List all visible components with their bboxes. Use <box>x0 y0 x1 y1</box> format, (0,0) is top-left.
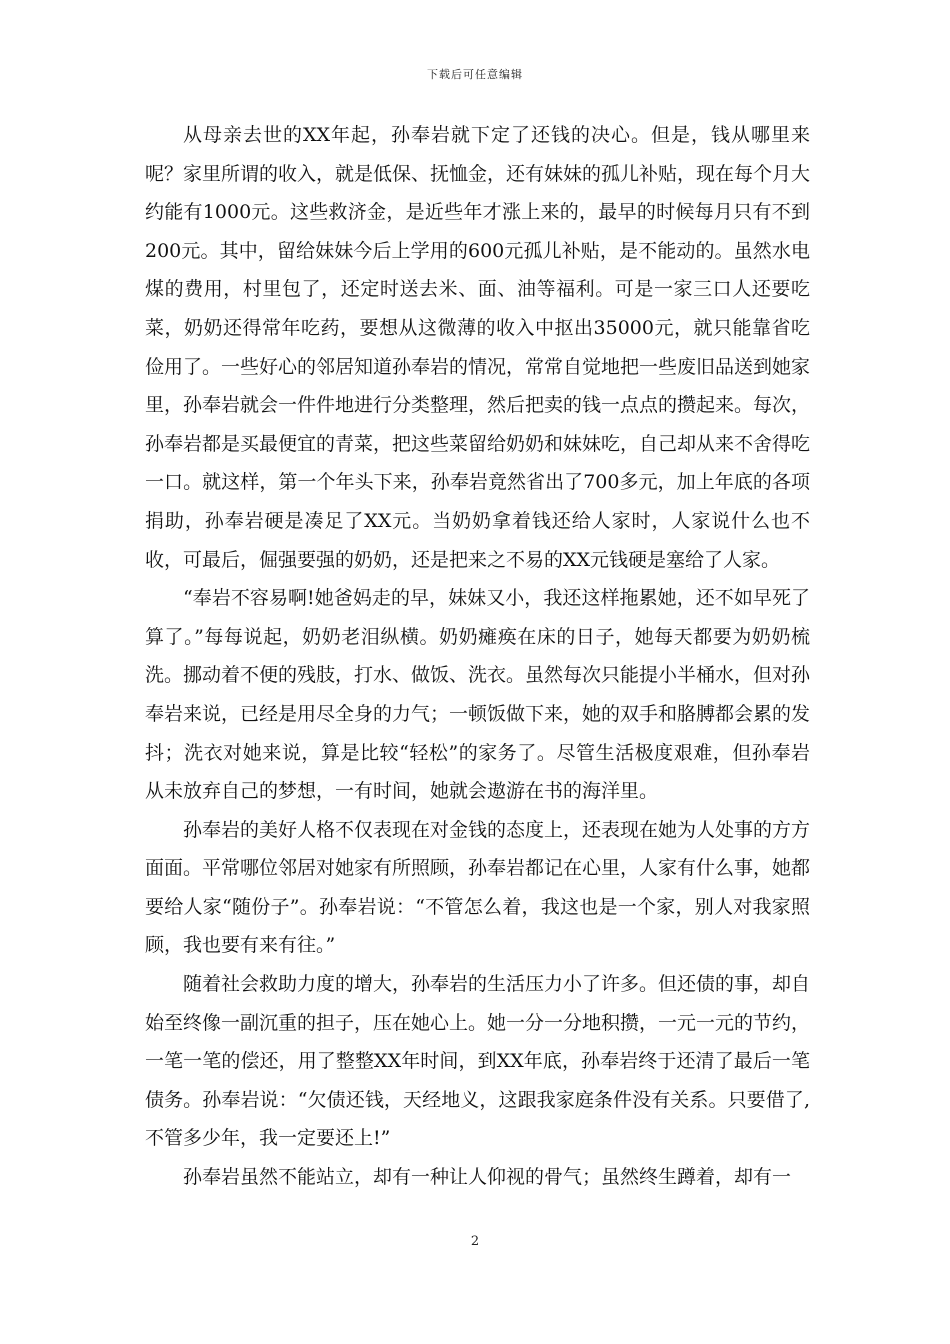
page-number: 2 <box>470 1234 480 1249</box>
paragraph-4: 随着社会救助力度的增大，孙奉岩的生活压力小了许多。但还债的事，却自始至终像一副沉重的担子，压在她心上。她一分一分地积攒，一元一元的节约，一笔一笔的偿还，用了整整XX年时间，到XX年底，孙奉岩终于还清了最后一笔债务。孙奉岩说：“欠债还钱，天经地义，这跟我家庭条件没有关系。只要借了,不管多少年，我一定要还上!” <box>145 973 811 1150</box>
paragraph-2: “奉岩不容易啊!她爸妈走的早，妹妹又小，我还这样拖累她，还不如早死了算了。”每每说起，奶奶老泪纵横。奶奶瘫痪在床的日子，她每天都要为奶奶梳洗。挪动着不便的残肢，打水、做饭、洗衣。虽然每次只能提小半桶水，但对孙奉岩来说，已经是用尽全身的力气；一顿饭做下来，她的双手和胳膊都会累的发抖；洗衣对她来说，算是比较“轻松”的家务了。尽管生活极度艰难，但孙奉岩从未放弃自己的梦想，一有时间，她就会遨游在书的海洋里。 <box>145 587 811 803</box>
document-body <box>145 116 810 1197</box>
paragraph-5: 孙奉岩虽然不能站立，却有一种让人仰视的骨气；虽然终生蹲着，却有一 <box>183 1166 792 1189</box>
paragraph-1: 从母亲去世的XX年起，孙奉岩就下定了还钱的决心。但是，钱从哪里来呢？家里所谓的收入，就是低保、抚恤金，还有妹妹的孤儿补贴，现在每个月大约能有1000元。这些救济金，是近些年才涨上来的，最早的时候每月只有不到200元。其中，留给妹妹今后上学用的600元孤儿补贴，是不能动的。虽然水电煤的费用，村里包了，还定时送去米、面、油等福利。可是一家三口人还要吃菜，奶奶还得常年吃药，要想从这微薄的收入中抠出35000元，就只能靠省吃俭用了。一些好心的邻居知道孙奉岩的情况，常常自觉地把一些废旧品送到她家里，孙奉岩就会一件件地进行分类整理，然后把卖的钱一点点的攒起来。每次，孙奉岩都是买最便宜的青菜，把这些菜留给奶奶和妹妹吃，自己却从来不舍得吃一口。就这样，第一个年头下来，孙奉岩竟然省出了700多元，加上年底的各项捐助，孙奉岩硬是凑足了XX元。当奶奶拿着钱还给人家时，人家说什么也不收，可最后，倔强要强的奶奶，还是把来之不易的XX元钱硬是塞给了人家。 <box>145 124 811 571</box>
page-header: 下载后可任意编辑 <box>427 68 523 81</box>
paragraph-3: 孙奉岩的美好人格不仅表现在对金钱的态度上，还表现在她为人处事的方方面面。平常哪位邻居对她家有所照顾，孙奉岩都记在心里，人家有什么事，她都要给人家“随份子”。孙奉岩说：“不管怎么着，我这也是一个家，别人对我家照顾，我也要有来有往。” <box>145 818 811 957</box>
